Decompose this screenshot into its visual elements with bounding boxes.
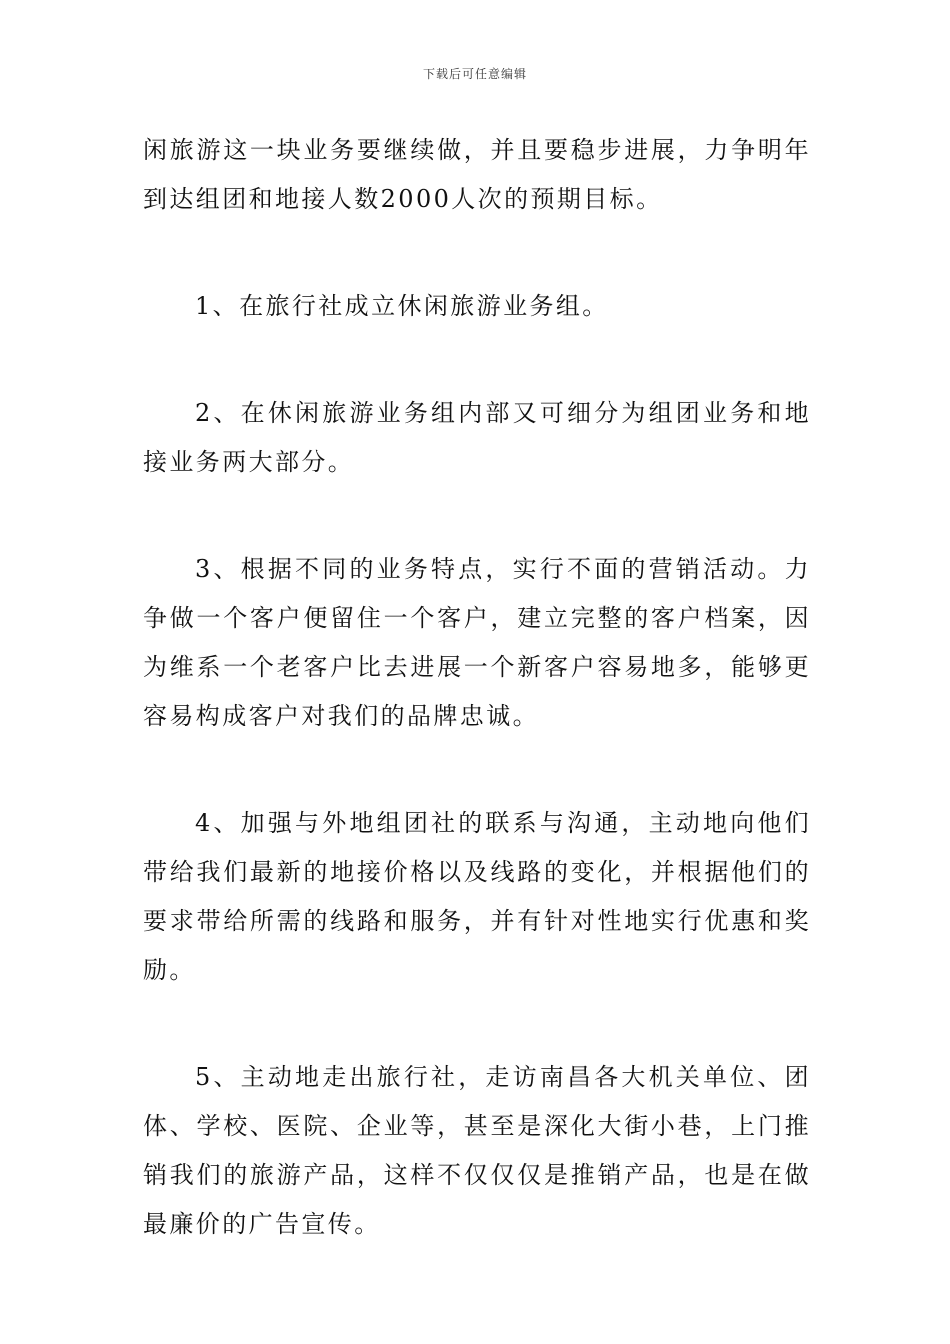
paragraph-item-5: 5、主动地走出旅行社，走访南昌各大机关单位、团体、学校、医院、企业等，甚至是深化大街小巷，上门推销我们的旅游产品，这样不仅仅仅是推销产品，也是在做最廉价的广告宣传。 [143, 1063, 811, 1238]
paragraph-intro: 闲旅游这一块业务要继续做，并且要稳步进展，力争明年到达组团和地接人数2000人次的预期目标。 [143, 136, 811, 213]
paragraph-item-2: 2、在休闲旅游业务组内部又可细分为组团业务和地接业务两大部分。 [143, 399, 811, 476]
paragraph-item-4: 4、加强与外地组团社的联系与沟通，主动地向他们带给我们最新的地接价格以及线路的变化，并根据他们的要求带给所需的线路和服务，并有针对性地实行优惠和奖励。 [143, 809, 811, 984]
paragraph-item-3: 3、根据不同的业务特点，实行不面的营销活动。力争做一个客户便留住一个客户，建立完整的客户档案，因为维系一个老客户比去进展一个新客户容易地多，能够更容易构成客户对我们的品牌忠诚。 [143, 555, 811, 730]
paragraph-item-1: 1、在旅行社成立休闲旅游业务组。 [195, 292, 609, 320]
document-body [143, 126, 811, 1307]
page-header-note: 下载后可任意编辑 [422, 67, 527, 81]
